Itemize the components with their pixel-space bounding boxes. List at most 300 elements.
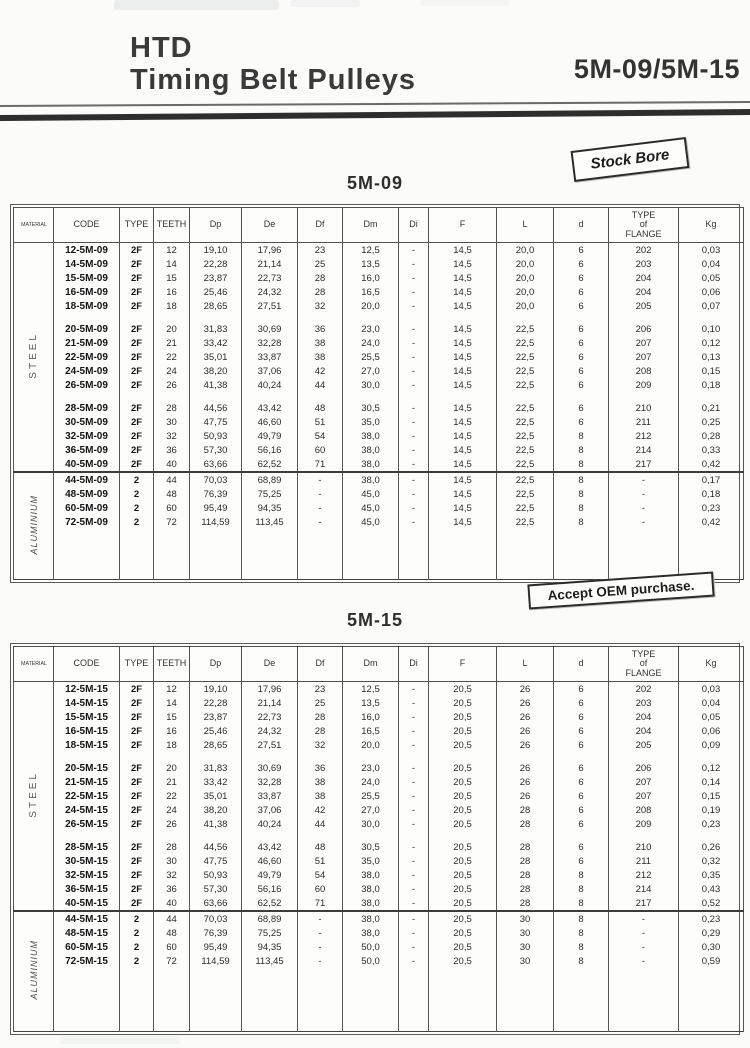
header-cell: Dp xyxy=(190,208,242,243)
table-row xyxy=(14,401,744,415)
data-cell: 2 xyxy=(120,926,154,940)
data-cell: 22,5 xyxy=(497,401,554,415)
data-cell: 207 xyxy=(609,350,679,364)
data-cell: 25 xyxy=(298,696,343,710)
data-cell xyxy=(343,313,399,322)
data-cell: 56,16 xyxy=(242,443,298,457)
code-cell: 44-5M-09 xyxy=(54,472,120,487)
data-cell: 113,45 xyxy=(242,515,298,529)
data-cell: 6 xyxy=(554,789,609,803)
data-cell: 28 xyxy=(298,710,343,724)
data-cell: 0,03 xyxy=(679,682,744,697)
table-5m09 xyxy=(13,207,744,580)
data-cell: 2F xyxy=(120,724,154,738)
data-cell: 37,06 xyxy=(242,364,298,378)
table-row xyxy=(14,926,744,940)
data-cell xyxy=(298,968,343,1032)
data-cell: 206 xyxy=(609,322,679,336)
data-cell xyxy=(120,313,154,322)
data-cell: 48 xyxy=(298,401,343,415)
data-cell: 50,0 xyxy=(343,940,399,954)
data-cell: 68,89 xyxy=(242,911,298,926)
data-cell: 24,32 xyxy=(242,724,298,738)
data-cell: 50,93 xyxy=(190,429,242,443)
data-cell: 49,79 xyxy=(242,429,298,443)
data-cell: - xyxy=(609,487,679,501)
data-cell: 2F xyxy=(120,243,154,258)
data-cell xyxy=(399,529,429,580)
data-cell: 2F xyxy=(120,364,154,378)
table-header xyxy=(14,647,744,682)
data-cell: 2F xyxy=(120,271,154,285)
data-cell: 217 xyxy=(609,457,679,472)
data-cell: 2F xyxy=(120,429,154,443)
data-cell: 14,5 xyxy=(429,285,497,299)
data-cell: 0,04 xyxy=(679,257,744,271)
data-cell: 20,0 xyxy=(497,257,554,271)
table-row xyxy=(14,457,744,472)
table-row xyxy=(14,696,744,710)
data-cell: 20,5 xyxy=(429,696,497,710)
data-cell: 24,0 xyxy=(343,775,399,789)
code-cell: 14-5M-15 xyxy=(54,696,120,710)
data-cell: 31,83 xyxy=(190,322,242,336)
data-cell: 26 xyxy=(154,378,190,392)
data-cell: 57,30 xyxy=(190,882,242,896)
data-cell: 114,59 xyxy=(190,954,242,968)
data-cell: 70,03 xyxy=(190,472,242,487)
data-cell: 20,5 xyxy=(429,868,497,882)
pulley-table-5m09 xyxy=(10,204,740,583)
table-row xyxy=(14,775,744,789)
data-cell: - xyxy=(298,911,343,926)
data-cell: 6 xyxy=(554,817,609,831)
code-cell: 28-5M-15 xyxy=(54,840,120,854)
data-cell: 38,0 xyxy=(343,429,399,443)
data-cell: 0,06 xyxy=(679,724,744,738)
data-cell: 26 xyxy=(497,696,554,710)
data-cell xyxy=(679,831,744,840)
code-cell: 14-5M-09 xyxy=(54,257,120,271)
data-cell: 210 xyxy=(609,401,679,415)
data-cell: 41,38 xyxy=(190,378,242,392)
material-label-text: ALUMINIUM xyxy=(28,494,39,555)
data-cell: 6 xyxy=(554,415,609,429)
data-cell: 32,28 xyxy=(242,336,298,350)
data-cell: 14,5 xyxy=(429,457,497,472)
data-cell: 14,5 xyxy=(429,415,497,429)
data-cell: 2F xyxy=(120,896,154,911)
data-cell: 20,5 xyxy=(429,940,497,954)
code-cell: 60-5M-09 xyxy=(54,501,120,515)
table-header xyxy=(14,208,744,243)
data-cell: 14,5 xyxy=(429,515,497,529)
data-cell: 24,32 xyxy=(242,285,298,299)
data-cell xyxy=(298,313,343,322)
data-cell: - xyxy=(399,401,429,415)
data-cell: 60 xyxy=(298,443,343,457)
header-cell: L xyxy=(497,647,554,682)
code-cell: 30-5M-15 xyxy=(54,854,120,868)
data-cell: 72 xyxy=(154,954,190,968)
data-cell: 24,0 xyxy=(343,336,399,350)
code-cell xyxy=(54,392,120,401)
data-cell: 75,25 xyxy=(242,926,298,940)
code-cell: 26-5M-15 xyxy=(54,817,120,831)
data-cell xyxy=(298,529,343,580)
material-label-steel xyxy=(14,243,54,473)
data-cell: 22,5 xyxy=(497,487,554,501)
data-cell: 38,0 xyxy=(343,457,399,472)
data-cell: - xyxy=(399,761,429,775)
data-cell xyxy=(298,752,343,761)
data-cell: 33,42 xyxy=(190,775,242,789)
data-cell xyxy=(190,313,242,322)
data-cell: 6 xyxy=(554,285,609,299)
data-cell xyxy=(554,529,609,580)
data-cell: 14,5 xyxy=(429,487,497,501)
data-cell: 204 xyxy=(609,271,679,285)
data-cell: - xyxy=(399,696,429,710)
table-row xyxy=(14,257,744,271)
data-cell xyxy=(609,752,679,761)
data-cell: 38,0 xyxy=(343,926,399,940)
data-cell: 20,5 xyxy=(429,803,497,817)
data-cell: 47,75 xyxy=(190,854,242,868)
data-cell: 0,30 xyxy=(679,940,744,954)
data-cell: 32 xyxy=(298,299,343,313)
data-cell xyxy=(120,392,154,401)
data-cell: 28 xyxy=(154,401,190,415)
data-cell: 211 xyxy=(609,415,679,429)
code-cell xyxy=(54,529,120,580)
data-cell: 40 xyxy=(154,457,190,472)
data-cell: 17,96 xyxy=(242,682,298,697)
data-cell xyxy=(554,392,609,401)
data-cell: 33,42 xyxy=(190,336,242,350)
data-cell: 6 xyxy=(554,257,609,271)
data-cell: 15 xyxy=(154,271,190,285)
data-cell: 31,83 xyxy=(190,761,242,775)
data-cell: 23,87 xyxy=(190,271,242,285)
code-cell: 24-5M-09 xyxy=(54,364,120,378)
data-cell: 212 xyxy=(609,868,679,882)
data-cell: 16,5 xyxy=(343,724,399,738)
data-cell: - xyxy=(399,724,429,738)
data-cell: 14,5 xyxy=(429,299,497,313)
filler-row xyxy=(14,968,744,1032)
header-cell: TEETH xyxy=(154,647,190,682)
data-cell: 27,51 xyxy=(242,738,298,752)
data-cell: 0,05 xyxy=(679,271,744,285)
data-cell: 0,18 xyxy=(679,378,744,392)
data-cell xyxy=(242,392,298,401)
code-cell: 36-5M-15 xyxy=(54,882,120,896)
data-cell: - xyxy=(399,789,429,803)
data-cell: 46,60 xyxy=(242,415,298,429)
data-cell xyxy=(554,968,609,1032)
table-body xyxy=(14,682,744,1032)
data-cell: 22,5 xyxy=(497,429,554,443)
data-cell xyxy=(190,529,242,580)
code-cell: 72-5M-15 xyxy=(54,954,120,968)
data-cell: 2F xyxy=(120,803,154,817)
data-cell: 212 xyxy=(609,429,679,443)
header-cell: CODE xyxy=(54,647,120,682)
data-cell: 2F xyxy=(120,738,154,752)
table-row xyxy=(14,336,744,350)
data-cell: 0,06 xyxy=(679,285,744,299)
data-cell: 44,56 xyxy=(190,840,242,854)
data-cell xyxy=(154,313,190,322)
data-cell: - xyxy=(399,322,429,336)
data-cell: 37,06 xyxy=(242,803,298,817)
data-cell: 14 xyxy=(154,257,190,271)
data-cell: - xyxy=(399,443,429,457)
data-cell: 23 xyxy=(298,682,343,697)
data-cell: 6 xyxy=(554,364,609,378)
data-cell: 25 xyxy=(298,257,343,271)
data-cell: 211 xyxy=(609,854,679,868)
table-body xyxy=(14,243,744,580)
data-cell xyxy=(679,313,744,322)
table-row xyxy=(14,285,744,299)
data-cell: - xyxy=(399,378,429,392)
data-cell xyxy=(242,752,298,761)
data-cell: 0,23 xyxy=(679,501,744,515)
data-cell: 27,51 xyxy=(242,299,298,313)
data-cell: 25,5 xyxy=(343,350,399,364)
material-label-text: STEEL xyxy=(28,332,39,379)
data-cell: 72 xyxy=(154,515,190,529)
code-cell: 18-5M-15 xyxy=(54,738,120,752)
data-cell: 14,5 xyxy=(429,401,497,415)
data-cell: 28 xyxy=(298,724,343,738)
data-cell xyxy=(429,529,497,580)
material-label-aluminium xyxy=(14,911,54,1032)
data-cell: 22,28 xyxy=(190,696,242,710)
code-cell: 48-5M-09 xyxy=(54,487,120,501)
table-row xyxy=(14,350,744,364)
data-cell: - xyxy=(399,940,429,954)
data-cell: 8 xyxy=(554,501,609,515)
data-cell: 6 xyxy=(554,401,609,415)
data-cell: 71 xyxy=(298,896,343,911)
data-cell: 8 xyxy=(554,472,609,487)
data-cell: 38,0 xyxy=(343,882,399,896)
data-cell: 22,5 xyxy=(497,472,554,487)
brand-line2: Timing Belt Pulleys xyxy=(130,63,416,96)
data-cell: 20 xyxy=(154,322,190,336)
data-cell: 62,52 xyxy=(242,457,298,472)
data-cell: 21,14 xyxy=(242,257,298,271)
data-cell: 2F xyxy=(120,775,154,789)
data-cell xyxy=(242,831,298,840)
table-row xyxy=(14,429,744,443)
data-cell xyxy=(298,392,343,401)
data-cell: 24 xyxy=(154,803,190,817)
data-cell: 40,24 xyxy=(242,817,298,831)
data-cell: 2F xyxy=(120,415,154,429)
data-cell: 210 xyxy=(609,840,679,854)
data-cell: 2F xyxy=(120,840,154,854)
data-cell: 20,5 xyxy=(429,854,497,868)
table-row xyxy=(14,940,744,954)
data-cell: 8 xyxy=(554,515,609,529)
data-cell xyxy=(154,752,190,761)
data-cell xyxy=(429,968,497,1032)
data-cell xyxy=(154,968,190,1032)
data-cell: 42 xyxy=(298,364,343,378)
data-cell: 70,03 xyxy=(190,911,242,926)
data-cell: 0,35 xyxy=(679,868,744,882)
data-cell: 8 xyxy=(554,443,609,457)
data-cell: 13,5 xyxy=(343,696,399,710)
data-cell: 62,52 xyxy=(242,896,298,911)
data-cell: 14,5 xyxy=(429,501,497,515)
table-row xyxy=(14,271,744,285)
data-cell: 94,35 xyxy=(242,940,298,954)
code-cell: 26-5M-09 xyxy=(54,378,120,392)
data-cell: 202 xyxy=(609,682,679,697)
data-cell: 28 xyxy=(154,840,190,854)
data-cell xyxy=(343,529,399,580)
code-cell: 22-5M-15 xyxy=(54,789,120,803)
data-cell: 6 xyxy=(554,803,609,817)
data-cell: 2F xyxy=(120,817,154,831)
data-cell: 30,69 xyxy=(242,322,298,336)
data-cell xyxy=(190,752,242,761)
header-cell: De xyxy=(242,208,298,243)
table-row xyxy=(14,840,744,854)
table-row xyxy=(14,472,744,487)
data-cell xyxy=(242,968,298,1032)
data-cell: 38,0 xyxy=(343,472,399,487)
code-cell: 16-5M-09 xyxy=(54,285,120,299)
data-cell: 20,5 xyxy=(429,882,497,896)
data-cell: 42 xyxy=(298,803,343,817)
header-cell: Dp xyxy=(190,647,242,682)
data-cell: 22,5 xyxy=(497,364,554,378)
data-cell: 6 xyxy=(554,243,609,258)
data-cell: 0,25 xyxy=(679,415,744,429)
code-cell: 72-5M-09 xyxy=(54,515,120,529)
pulley-table-5m15 xyxy=(10,643,740,1035)
data-cell: 8 xyxy=(554,940,609,954)
data-cell: 6 xyxy=(554,738,609,752)
header-cell: Dm xyxy=(343,647,399,682)
data-cell: 25,46 xyxy=(190,724,242,738)
data-cell: 6 xyxy=(554,724,609,738)
data-cell: 63,66 xyxy=(190,896,242,911)
data-cell: 56,16 xyxy=(242,882,298,896)
data-cell: 35,01 xyxy=(190,350,242,364)
data-cell: 0,29 xyxy=(679,926,744,940)
data-cell: 36 xyxy=(298,761,343,775)
data-cell: 6 xyxy=(554,775,609,789)
data-cell: 8 xyxy=(554,429,609,443)
data-cell: 20,5 xyxy=(429,775,497,789)
header-cell: CODE xyxy=(54,208,120,243)
data-cell: 40 xyxy=(154,896,190,911)
data-cell: 18 xyxy=(154,738,190,752)
table-row xyxy=(14,896,744,911)
table-row xyxy=(14,724,744,738)
data-cell: - xyxy=(399,868,429,882)
data-cell: - xyxy=(298,954,343,968)
data-cell: 26 xyxy=(497,775,554,789)
data-cell: 26 xyxy=(497,738,554,752)
data-cell: 14,5 xyxy=(429,443,497,457)
data-cell: 0,23 xyxy=(679,817,744,831)
data-cell: 21 xyxy=(154,775,190,789)
data-cell: 76,39 xyxy=(190,926,242,940)
data-cell xyxy=(554,313,609,322)
data-cell xyxy=(609,968,679,1032)
data-cell: 26 xyxy=(497,724,554,738)
data-cell xyxy=(429,831,497,840)
data-cell: - xyxy=(399,501,429,515)
data-cell: - xyxy=(399,710,429,724)
data-cell: 22,5 xyxy=(497,322,554,336)
data-cell xyxy=(154,831,190,840)
code-cell: 18-5M-09 xyxy=(54,299,120,313)
data-cell: 0,04 xyxy=(679,696,744,710)
material-label-steel xyxy=(14,682,54,912)
data-cell: 2F xyxy=(120,299,154,313)
data-cell: 2F xyxy=(120,682,154,697)
table-row xyxy=(14,501,744,515)
code-cell: 32-5M-09 xyxy=(54,429,120,443)
data-cell: 0,10 xyxy=(679,322,744,336)
code-cell: 32-5M-15 xyxy=(54,868,120,882)
data-cell xyxy=(429,752,497,761)
data-cell: 13,5 xyxy=(343,257,399,271)
data-cell: 0,21 xyxy=(679,401,744,415)
data-cell: 0,15 xyxy=(679,789,744,803)
data-cell: 38,20 xyxy=(190,803,242,817)
data-cell: 2F xyxy=(120,350,154,364)
data-cell: 21 xyxy=(154,336,190,350)
data-cell xyxy=(190,831,242,840)
data-cell: 2F xyxy=(120,789,154,803)
header-cell: Df xyxy=(298,647,343,682)
data-cell: 20,5 xyxy=(429,911,497,926)
data-cell: - xyxy=(399,429,429,443)
data-cell xyxy=(120,529,154,580)
data-cell: 22,73 xyxy=(242,271,298,285)
data-cell xyxy=(554,831,609,840)
data-cell xyxy=(399,831,429,840)
data-cell: - xyxy=(399,882,429,896)
data-cell: 6 xyxy=(554,299,609,313)
data-cell: 6 xyxy=(554,696,609,710)
data-cell: - xyxy=(399,738,429,752)
table-row xyxy=(14,738,744,752)
table-row xyxy=(14,817,744,831)
data-cell: 20,5 xyxy=(429,954,497,968)
data-cell xyxy=(497,968,554,1032)
data-cell: 22,5 xyxy=(497,378,554,392)
data-cell xyxy=(154,529,190,580)
data-cell xyxy=(554,752,609,761)
table-row xyxy=(14,487,744,501)
code-cell: 21-5M-09 xyxy=(54,336,120,350)
code-cell: 40-5M-09 xyxy=(54,457,120,472)
data-cell: 8 xyxy=(554,911,609,926)
data-cell: 30 xyxy=(497,911,554,926)
data-cell: 44 xyxy=(298,378,343,392)
